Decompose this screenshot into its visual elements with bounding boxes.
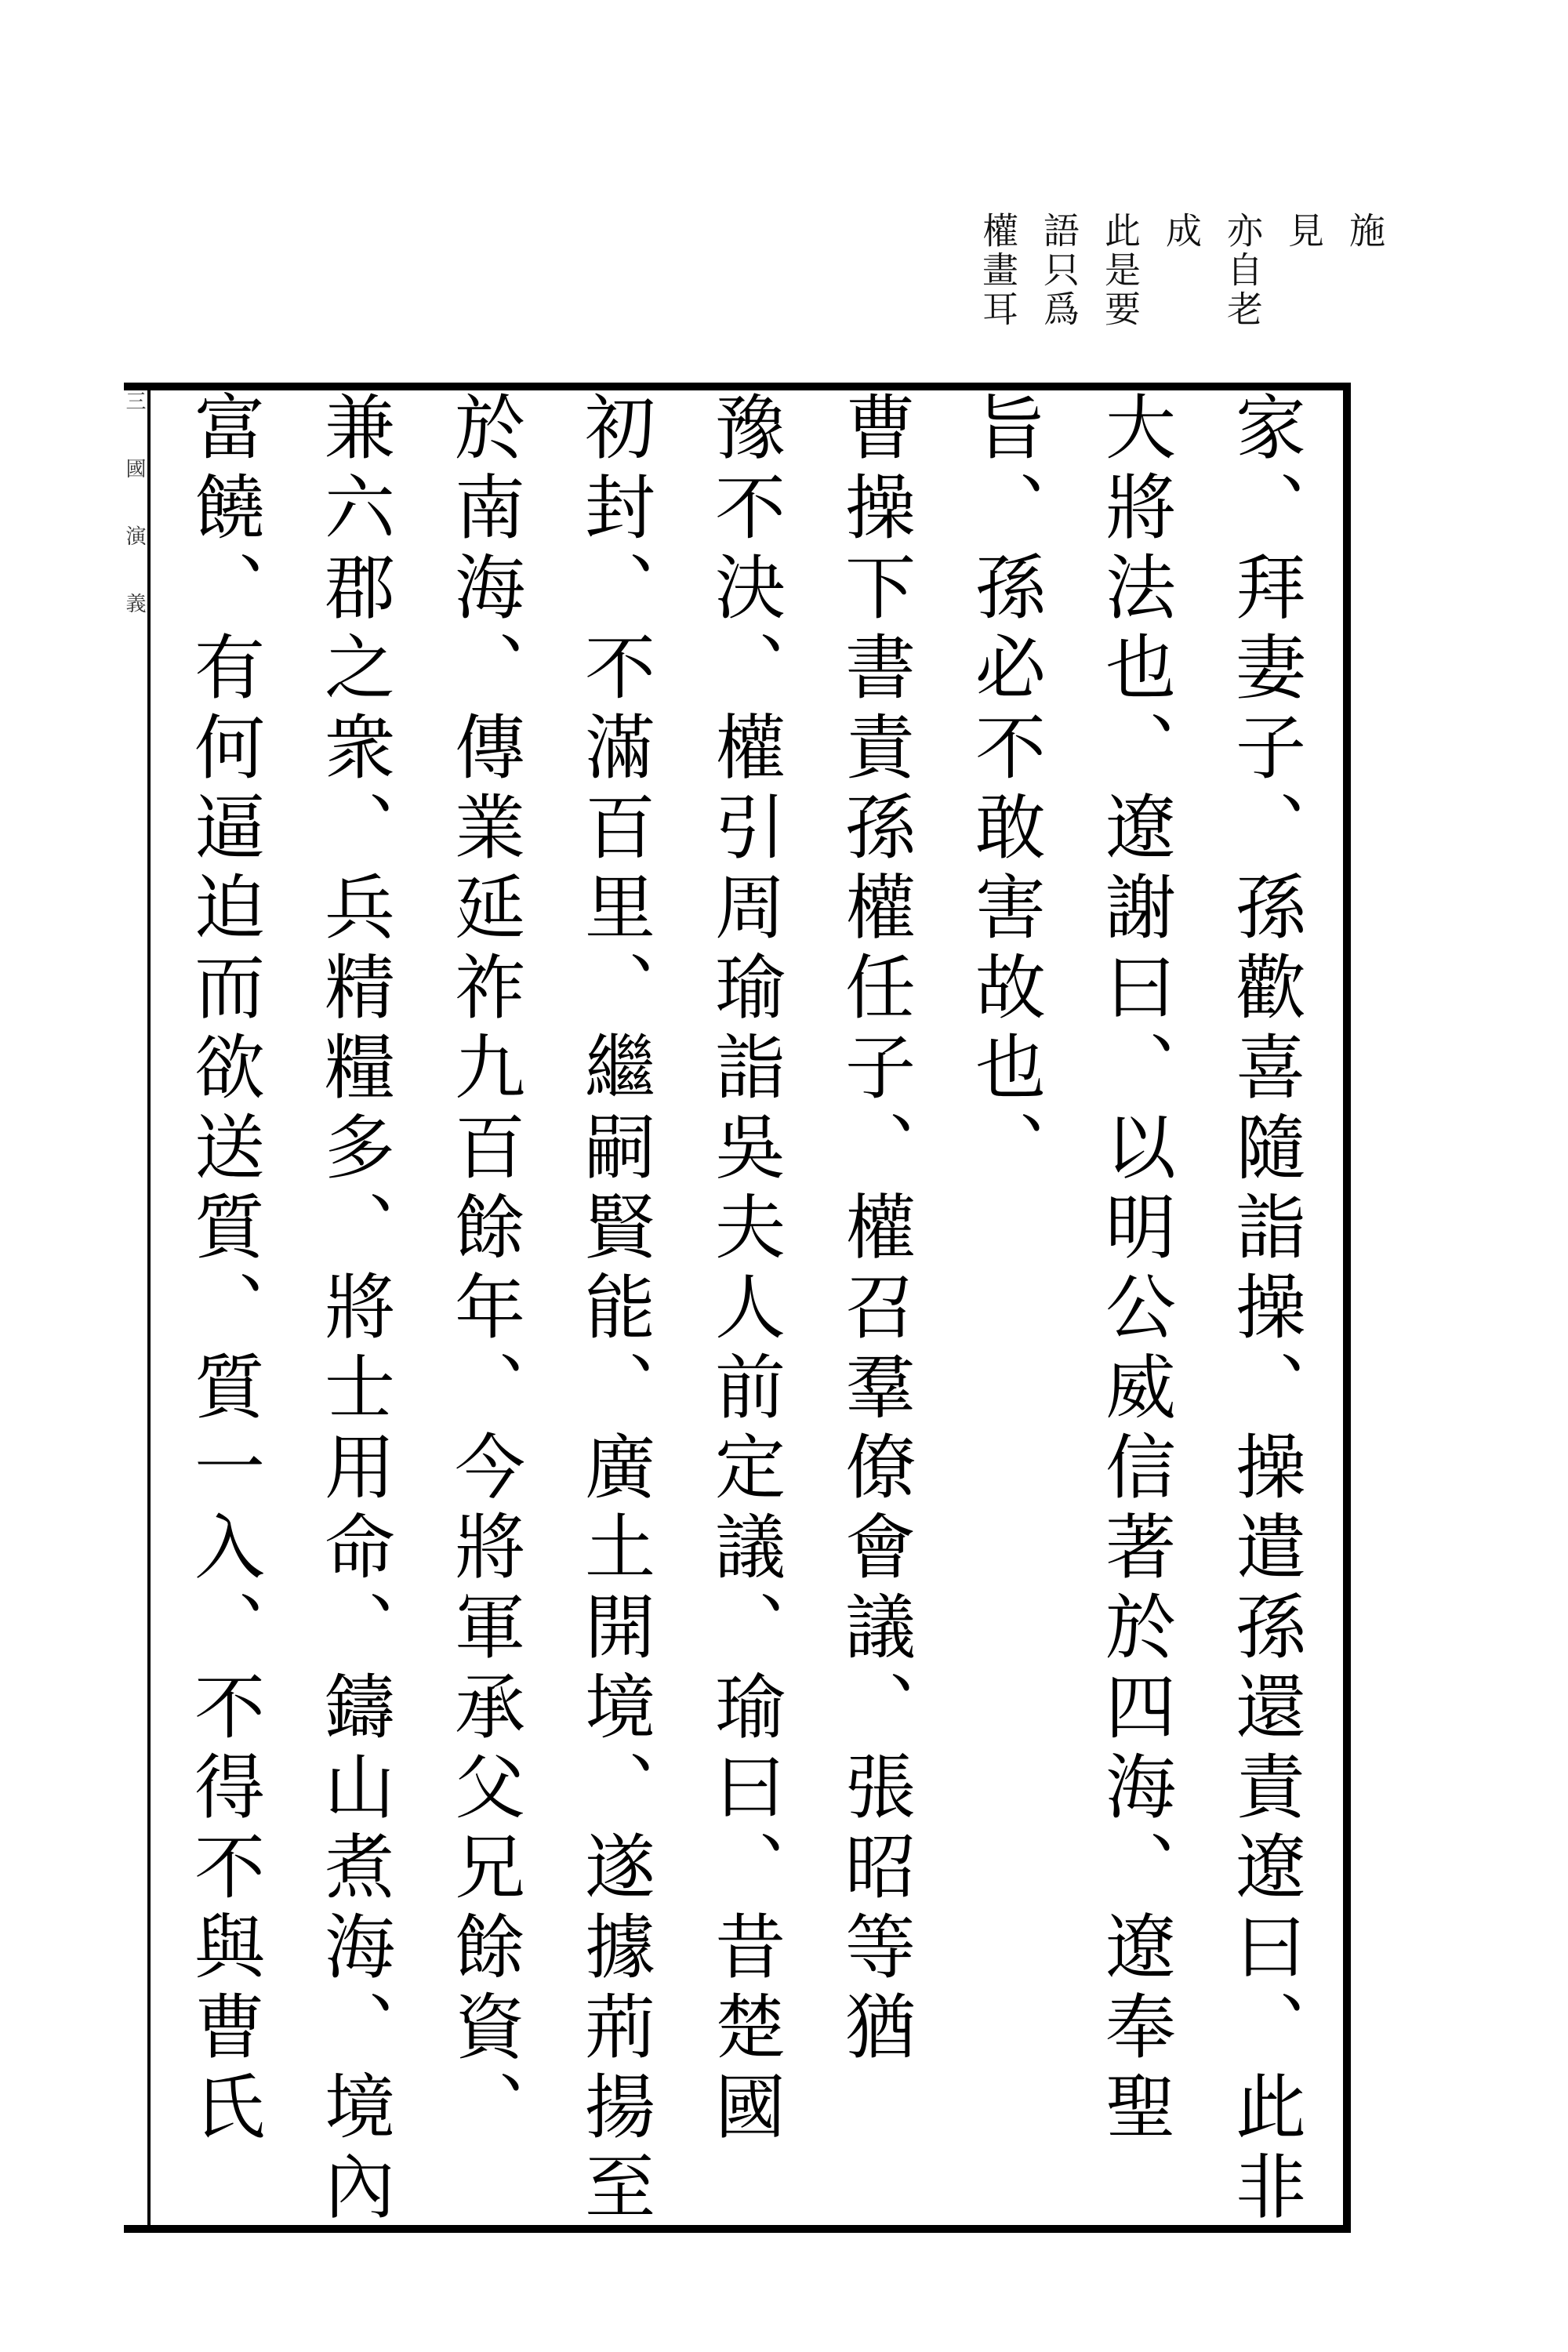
spine-label: 三國演義	[122, 390, 146, 660]
text-column: 豫不決、權引周瑜詣吳夫人前定議、瑜曰、昔楚國	[702, 390, 785, 2150]
margin-note: 施	[1344, 212, 1386, 251]
text-column: 初封、不滿百里、繼嗣賢能、廣土開境、遂據荊揚至	[572, 390, 655, 2230]
text-column: 於南海、傳業延祚九百餘年、今將軍承父兄餘資、	[442, 390, 524, 2150]
margin-note: 成	[1160, 212, 1203, 251]
text-column: 大將法也、遼謝曰、以明公威信著於四海、遼奉聖	[1093, 390, 1175, 2150]
main-text-block	[153, 390, 1329, 2230]
text-column: 曹操下書責孫權任子、權召羣僚會議、張昭等猶	[833, 390, 915, 2070]
margin-note: 權畫耳	[977, 212, 1019, 329]
margin-note: 見	[1283, 212, 1325, 251]
margin-note: 此是要	[1099, 212, 1142, 329]
text-column: 家、拜妻子、孫歡喜隨詣操、操遣孫還責遼曰、此非	[1223, 390, 1305, 2230]
margin-note: 語只爲	[1038, 212, 1080, 329]
margin-note: 亦自老	[1221, 212, 1264, 329]
text-column: 富饒、有何逼迫而欲送質、質一入、不得不與曹氏	[182, 390, 264, 2150]
text-column: 旨、孫必不敢害故也、	[963, 390, 1045, 1190]
text-column: 兼六郡之衆、兵精糧多、將士用命、鑄山煮海、境內	[312, 390, 394, 2230]
